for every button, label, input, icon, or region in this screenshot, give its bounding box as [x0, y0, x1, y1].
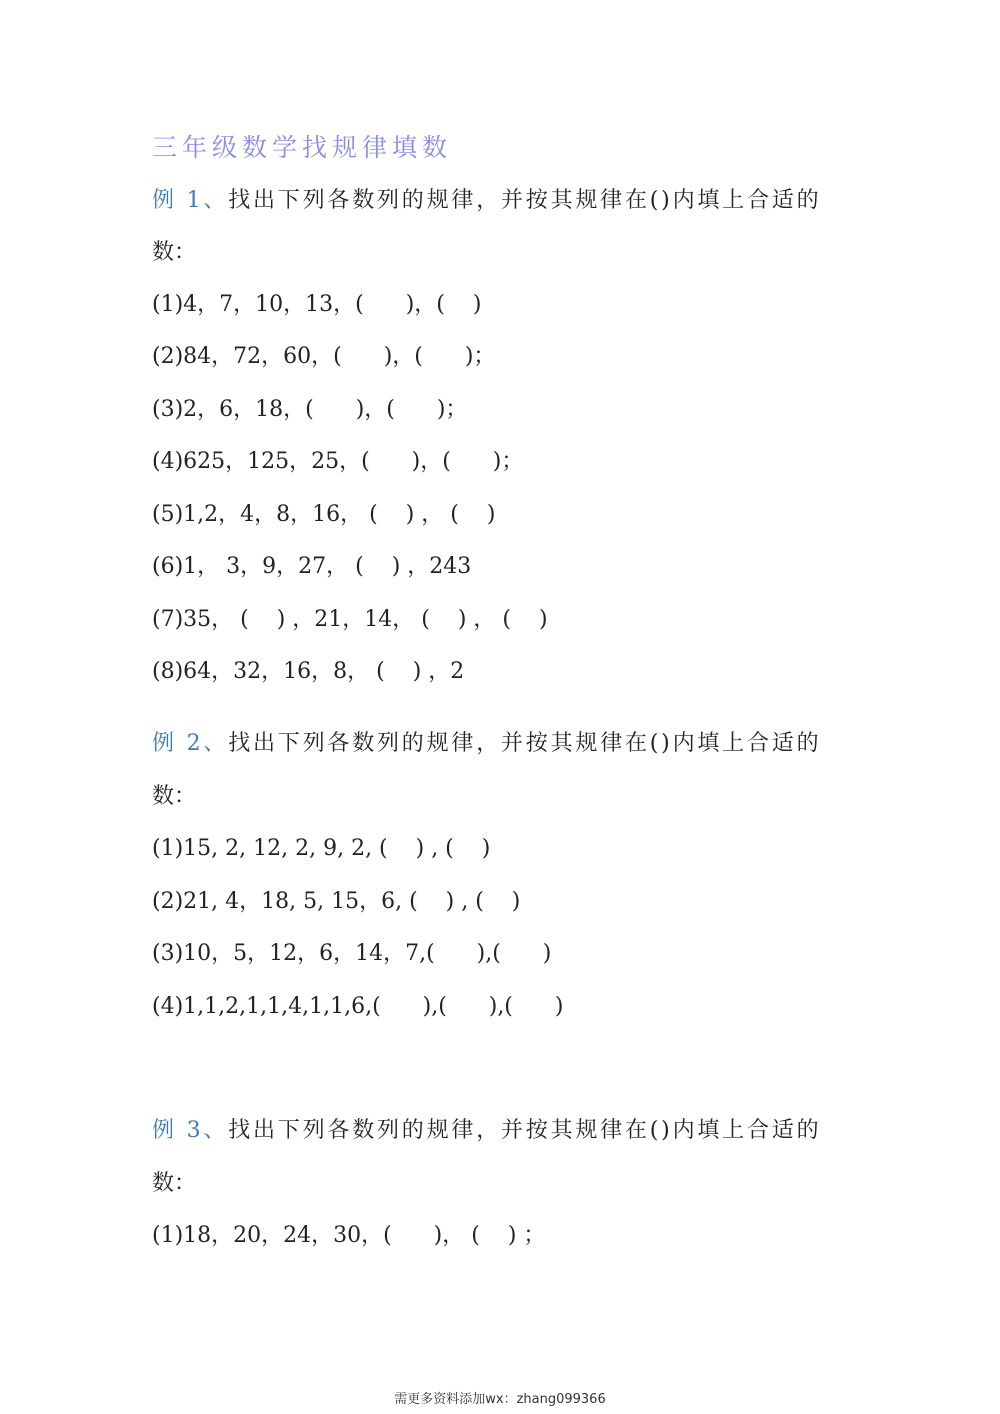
example-3-heading	[152, 1116, 821, 1146]
page-title: 三年级数学找规律填数	[152, 133, 453, 162]
example-2-instruction: 找出下列各数列的规律，并按其规律在()内填上合适的	[228, 731, 822, 756]
example-1-instruction: 找出下列各数列的规律，并按其规律在()内填上合适的	[228, 188, 822, 213]
example-1-item-1: (1)4，7，10，13，( )，( )	[152, 292, 482, 317]
footer-note: 需更多资料添加wx：zhang099366	[394, 1392, 606, 1407]
example-2-label: 例 2、	[152, 731, 229, 756]
example-1-instruction-cont: 数：	[152, 240, 197, 265]
example-1-item-3: (3)2，6，18，( )，( )；	[152, 397, 468, 422]
example-1-heading	[152, 186, 821, 216]
example-2-item-1: (1)15, 2, 12, 2, 9, 2, ( ) , ( )	[152, 836, 491, 861]
example-3-instruction-cont: 数：	[152, 1171, 197, 1196]
example-2-item-4: (4)1,1,2,1,1,4,1,1,6,( ),( ),( )	[152, 994, 564, 1019]
example-2-item-3: (3)10，5，12，6，14，7,( ),( )	[152, 941, 552, 966]
example-3-item-1: (1)18，20，24，30，( )， ( ) ；	[152, 1223, 546, 1248]
example-1-item-7: (7)35， ( ) ，21，14， ( ) ， ( )	[152, 607, 548, 632]
example-2-instruction-cont: 数：	[152, 784, 197, 809]
example-1-item-4: (4)625，125，25，( )，( )；	[152, 449, 524, 474]
example-2-heading	[152, 729, 821, 759]
example-1-item-5: (5)1,2，4，8，16， ( ) ， ( )	[152, 502, 496, 527]
example-3-instruction: 找出下列各数列的规律，并按其规律在()内填上合适的	[228, 1118, 822, 1143]
example-1-item-8: (8)64，32，16，8， ( ) ，2	[152, 659, 465, 684]
example-1-item-2: (2)84，72，60，( )，( )；	[152, 344, 496, 369]
example-1-label: 例 1、	[152, 188, 229, 213]
example-3-label: 例 3、	[152, 1118, 229, 1143]
example-2-item-2: (2)21, 4，18, 5, 15，6, ( ) , ( )	[152, 889, 521, 914]
example-1-item-6: (6)1， 3，9，27， ( ) ，243	[152, 554, 472, 579]
